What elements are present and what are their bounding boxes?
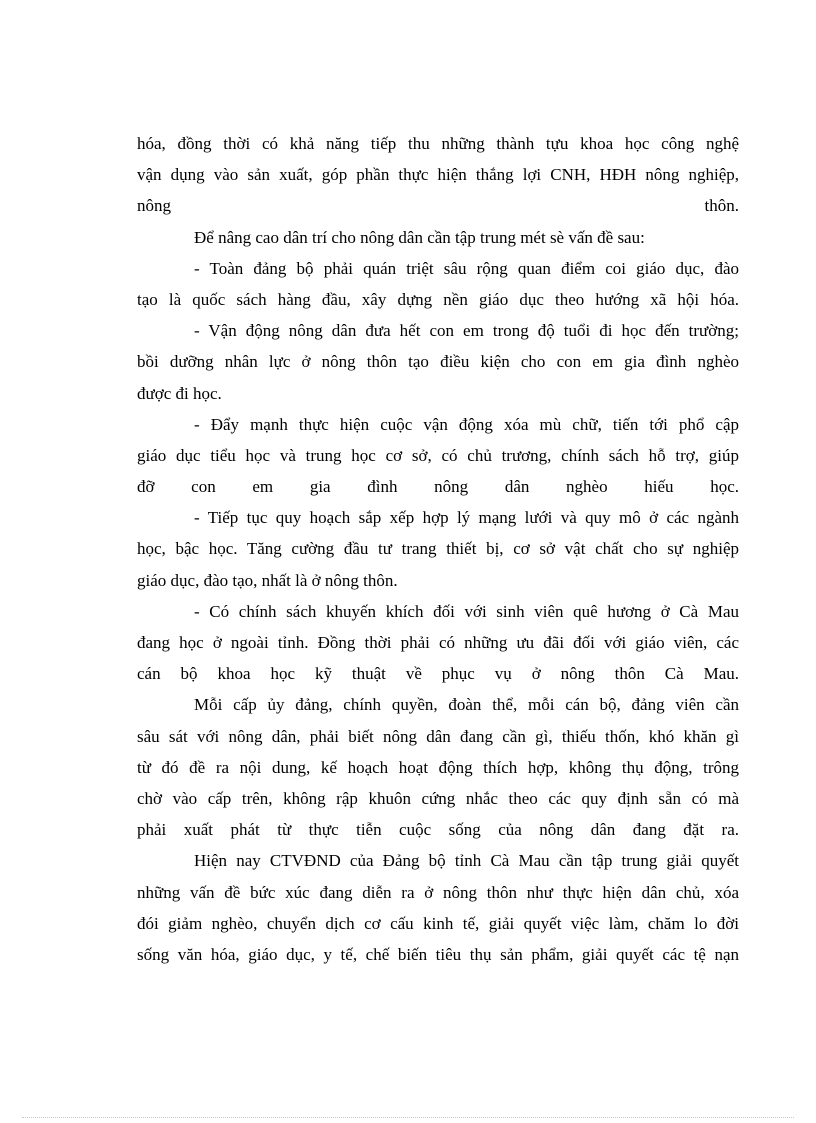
- text-line: đỡ con em gia đình nông dân nghèo hiếu học.: [137, 477, 739, 497]
- text-line: Hiện nay CTVĐND của Đảng bộ tỉnh Cà Mau cần tập trung giải quyết: [194, 851, 739, 871]
- text-line: những vấn đề bức xúc đang diễn ra ở nông thôn như thực hiện dân chủ, xóa: [137, 882, 739, 902]
- text-line: vận dụng vào sản xuất, góp phần thực hiện thắng lợi CNH, HĐH nông nghiệp,: [137, 165, 739, 185]
- text-line: - Toàn đảng bộ phải quán triệt sâu rộng quan điểm coi giáo dục, đào: [194, 258, 739, 278]
- text-line: - Có chính sách khuyến khích đối với sinh viên quê hương ở Cà Mau: [194, 601, 739, 621]
- text-line: - Vận động nông dân đưa hết con em trong độ tuổi đi học đến trường;: [194, 321, 739, 341]
- text-line: học, bậc học. Tăng cường đầu tư trang thiết bị, cơ sở vật chất cho sự nghiệp: [137, 539, 739, 559]
- text-line: từ đó đề ra nội dung, kế hoạch hoạt động thích hợp, không thụ động, trông: [137, 757, 739, 777]
- text-line: chờ vào cấp trên, không rập khuôn cứng nhắc theo các quy định sẵn có mà: [137, 788, 739, 808]
- text-line: đang học ở ngoài tỉnh. Đồng thời phải có những ưu đãi đối với giáo viên, các: [137, 633, 739, 652]
- text-line: giáo dục tiểu học và trung học cơ sở, có chủ trương, chính sách hỗ trợ, giúp: [137, 445, 739, 465]
- text-line: cán bộ khoa học kỹ thuật về phục vụ ở nông thôn Cà Mau.: [137, 664, 739, 684]
- text-line: bồi dưỡng nhân lực ở nông thôn tạo điều kiện cho con em gia đình nghèo: [137, 352, 739, 372]
- text-line: sống văn hóa, giáo dục, y tế, chế biến tiêu thụ sản phẩm, giải quyết các tệ nạn: [137, 944, 739, 964]
- page-bottom-divider: [22, 1117, 794, 1118]
- text-line: - Tiếp tục quy hoạch sắp xếp hợp lý mạng lưới và quy mô ở các ngành: [194, 508, 739, 528]
- text-line: Mỗi cấp ủy đảng, chính quyền, đoàn thể, mỗi cán bộ, đảng viên cần: [194, 695, 739, 715]
- text-line: đói giảm nghèo, chuyển dịch cơ cấu kinh tế, giải quyết việc làm, chăm lo đời: [137, 913, 739, 933]
- text-line: hóa, đồng thời có khả năng tiếp thu những thành tựu khoa học công nghệ: [137, 134, 739, 153]
- text-line: giáo dục, đào tạo, nhất là ở nông thôn.: [137, 570, 398, 590]
- text-line: Để nâng cao dân trí cho nông dân cần tập trung mét sè vấn đề sau:: [194, 227, 645, 247]
- text-line: - Đẩy mạnh thực hiện cuộc vận động xóa mù chữ, tiến tới phổ cập: [194, 414, 739, 434]
- text-line: tạo là quốc sách hàng đầu, xây dựng nền giáo dục theo hướng xã hội hóa.: [137, 289, 739, 309]
- text-line: được đi học.: [137, 383, 222, 403]
- document-body: [137, 128, 739, 970]
- text-line: nông thôn.: [137, 196, 739, 216]
- text-line: sâu sát với nông dân, phải biết nông dân đang cần gì, thiếu thốn, khó khăn gì: [137, 726, 739, 746]
- text-line: phải xuất phát từ thực tiễn cuộc sống của nông dân đang đặt ra.: [137, 820, 739, 840]
